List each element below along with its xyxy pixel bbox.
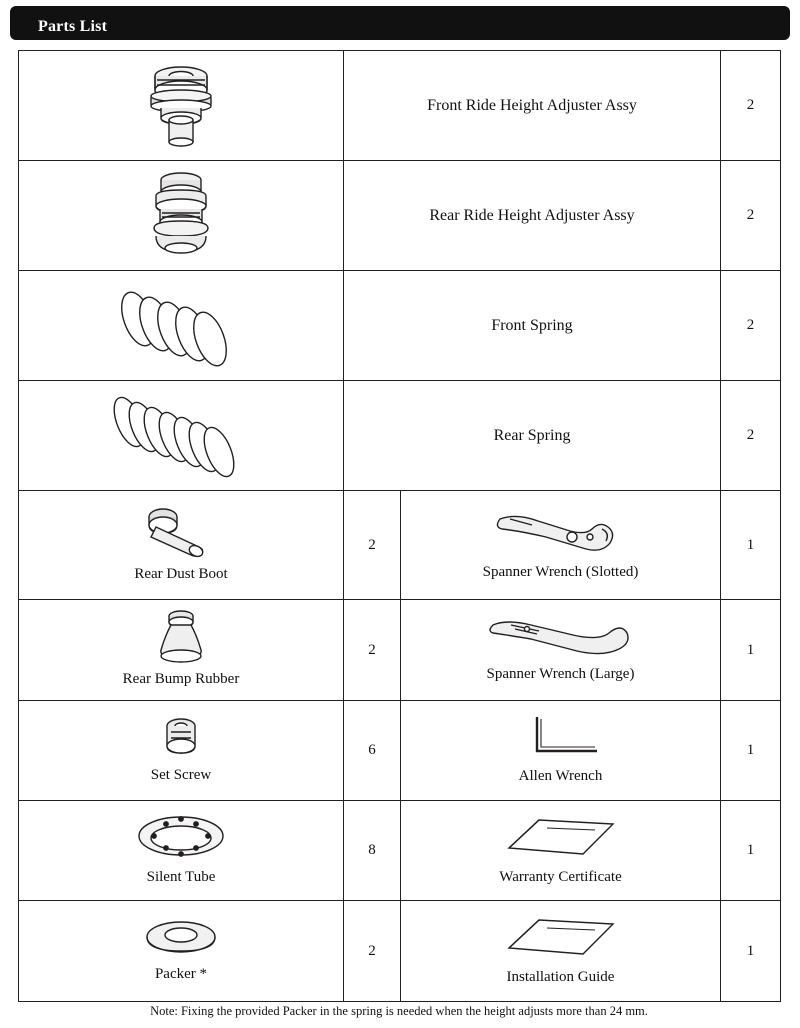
part-quantity: 1 bbox=[721, 491, 781, 600]
part-image-cell bbox=[401, 600, 721, 701]
part-label: Warranty Certificate bbox=[499, 868, 622, 885]
part-quantity: 6 bbox=[344, 701, 401, 801]
rear-bump-rubber-image bbox=[19, 606, 343, 668]
rear-dust-boot-image bbox=[19, 501, 343, 563]
table-row bbox=[19, 161, 781, 271]
part-quantity: 2 bbox=[721, 161, 781, 271]
part-image-cell bbox=[401, 901, 721, 1002]
part-label: Set Screw bbox=[150, 766, 212, 783]
packer-image bbox=[19, 913, 343, 963]
part-label: Rear Bump Rubber bbox=[122, 671, 240, 687]
table-row bbox=[19, 381, 781, 491]
table-row bbox=[19, 801, 781, 901]
table-row bbox=[19, 701, 781, 801]
part-description: Rear Ride Height Adjuster Assy bbox=[344, 161, 721, 271]
part-image-cell bbox=[19, 161, 344, 271]
part-quantity: 1 bbox=[721, 600, 781, 701]
spanner-wrench-large-image bbox=[401, 611, 720, 663]
front-ride-height-adjuster-assy-image bbox=[19, 58, 343, 154]
part-label: Spanner Wrench (Slotted) bbox=[482, 564, 639, 580]
part-quantity: 1 bbox=[721, 701, 781, 801]
part-label: Spanner Wrench (Large) bbox=[486, 666, 635, 682]
table-row bbox=[19, 600, 781, 701]
warranty-certificate-image bbox=[401, 810, 720, 866]
silent-tube-image bbox=[19, 810, 343, 866]
part-label: Packer * bbox=[154, 966, 208, 982]
header-bar bbox=[10, 6, 790, 40]
part-image-cell bbox=[19, 271, 344, 381]
rear-ride-height-adjuster-assy-image bbox=[19, 166, 343, 266]
front-spring-image bbox=[19, 281, 343, 371]
part-quantity: 2 bbox=[721, 271, 781, 381]
part-label: Installation Guide bbox=[506, 969, 615, 985]
part-quantity: 2 bbox=[344, 901, 401, 1002]
part-image-cell bbox=[19, 491, 344, 600]
spanner-wrench-slotted-image bbox=[401, 503, 720, 561]
part-image-cell bbox=[19, 901, 344, 1002]
part-label: Silent Tube bbox=[146, 868, 216, 885]
part-quantity: 1 bbox=[721, 801, 781, 901]
set-screw-image bbox=[19, 712, 343, 764]
rear-spring-image bbox=[19, 388, 343, 484]
part-image-cell bbox=[19, 701, 344, 801]
part-quantity: 2 bbox=[721, 381, 781, 491]
table-row bbox=[19, 901, 781, 1002]
part-image-cell bbox=[19, 51, 344, 161]
part-quantity: 2 bbox=[344, 600, 401, 701]
table-row bbox=[19, 51, 781, 161]
part-image-cell bbox=[401, 801, 721, 901]
part-description: Rear Spring bbox=[344, 381, 721, 491]
part-image-cell bbox=[19, 801, 344, 901]
footnote: Note: Fixing the provided Packer in the spring is needed when the height adjusts more than 24 mm. bbox=[150, 1004, 648, 1018]
part-image-cell bbox=[19, 600, 344, 701]
part-label: Rear Dust Boot bbox=[134, 566, 228, 582]
part-description: Front Spring bbox=[344, 271, 721, 381]
installation-guide-image bbox=[401, 910, 720, 966]
part-image-cell bbox=[401, 491, 721, 600]
table-row bbox=[19, 271, 781, 381]
page-title: Parts List bbox=[38, 18, 108, 35]
part-quantity: 2 bbox=[721, 51, 781, 161]
table-row bbox=[19, 491, 781, 600]
part-quantity: 2 bbox=[344, 491, 401, 600]
part-image-cell bbox=[401, 701, 721, 801]
part-quantity: 8 bbox=[344, 801, 401, 901]
allen-wrench-image bbox=[401, 711, 720, 765]
part-quantity: 1 bbox=[721, 901, 781, 1002]
part-description: Front Ride Height Adjuster Assy bbox=[344, 51, 721, 161]
parts-table bbox=[18, 50, 781, 1002]
part-image-cell bbox=[19, 381, 344, 491]
part-label: Allen Wrench bbox=[518, 767, 603, 784]
